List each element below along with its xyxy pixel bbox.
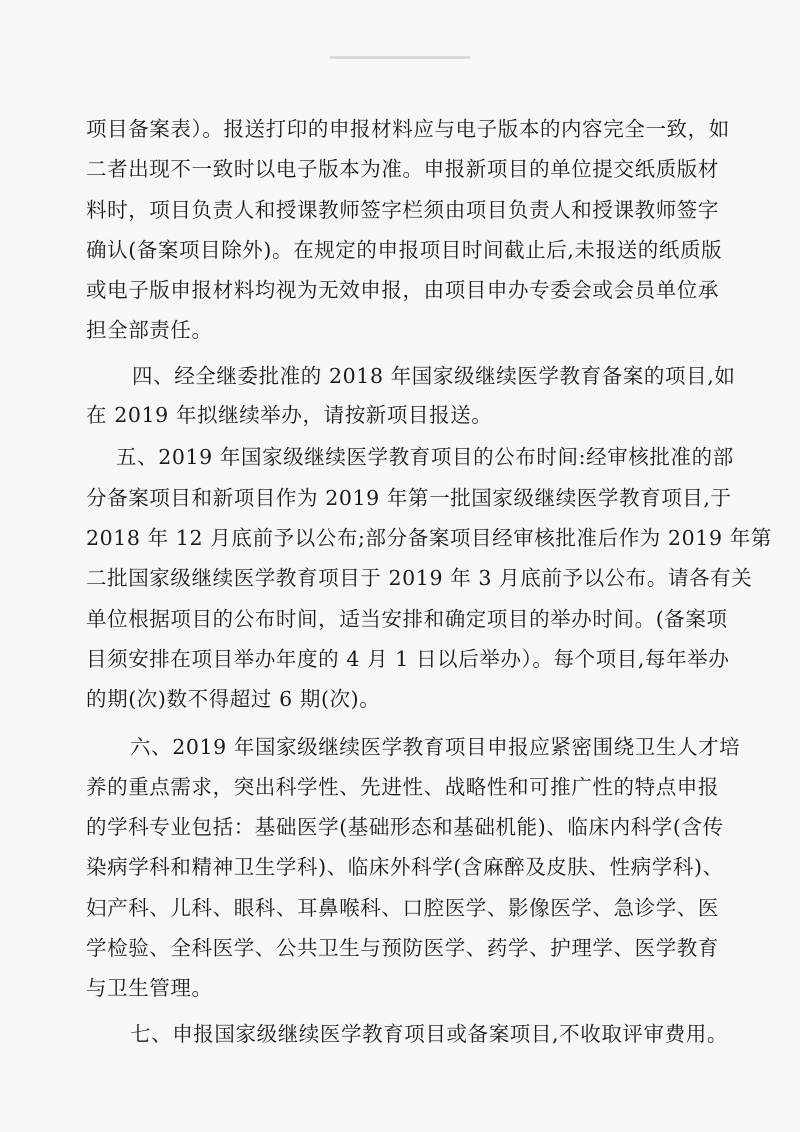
text-line: 与卫生管理。 [86, 976, 213, 1000]
text-line: 担全部责任。 [86, 318, 213, 342]
text-line: 2018 年 12 月底前予以公布;部分备案项目经审核批准后作为 2019 年第 [86, 526, 772, 550]
text-line: 的学科专业包括：基础医学(基础形态和基础机能)、临床内科学(含传 [86, 815, 724, 839]
text-line: 五、2019 年国家级继续医学教育项目的公布时间:经审核批准的部 [116, 445, 734, 469]
text-line: 目须安排在项目举办年度的 4 月 1 日以后举办）。每个项目,每年举办 [86, 647, 730, 671]
text-line: 或电子版申报材料均视为无效申报，由项目申办专委会或会员单位承 [86, 278, 719, 302]
text-line: 七、申报国家级继续医学教育项目或备案项目,不收取评审费用。 [130, 1022, 728, 1046]
text-line: 项目备案表）。报送打印的申报材料应与电子版本的内容完全一致，如 [86, 117, 730, 141]
text-line: 二批国家级继续医学教育项目于 2019 年 3 月底前予以公布。请各有关 [86, 566, 753, 590]
text-line: 妇产科、儿科、眼科、耳鼻喉科、口腔医学、影像医学、急诊学、医 [86, 896, 719, 920]
text-line: 的期(次)数不得超过 6 期(次)。 [86, 687, 381, 711]
text-line: 二者出现不一致时以电子版本为准。申报新项目的单位提交纸质版材 [86, 157, 719, 181]
text-line: 确认(备案项目除外)。在规定的申报项目时间截止后,未报送的纸质版 [86, 238, 723, 262]
scan-artifact [330, 56, 470, 59]
text-line: 在 2019 年拟继续举办，请按新项目报送。 [86, 403, 493, 427]
text-line: 料时，项目负责人和授课教师签字栏须由项目负责人和授课教师签字 [86, 198, 719, 222]
text-line: 养的重点需求，突出科学性、先进性、战略性和可推广性的特点申报 [86, 775, 719, 799]
text-line: 分备案项目和新项目作为 2019 年第一批国家级继续医学教育项目,于 [86, 486, 732, 510]
text-line: 学检验、全科医学、公共卫生与预防医学、药学、护理学、医学教育 [86, 936, 719, 960]
text-line: 染病学科和精神卫生学科)、临床外科学(含麻醉及皮肤、性病学科)、 [86, 855, 724, 879]
text-line: 六、2019 年国家级继续医学教育项目申报应紧密围绕卫生人才培 [130, 735, 741, 759]
text-line: 四、经全继委批准的 2018 年国家级继续医学教育备案的项目,如 [132, 364, 736, 388]
text-line: 单位根据项目的公布时间，适当安排和确定项目的举办时间。(备案项 [86, 607, 728, 631]
